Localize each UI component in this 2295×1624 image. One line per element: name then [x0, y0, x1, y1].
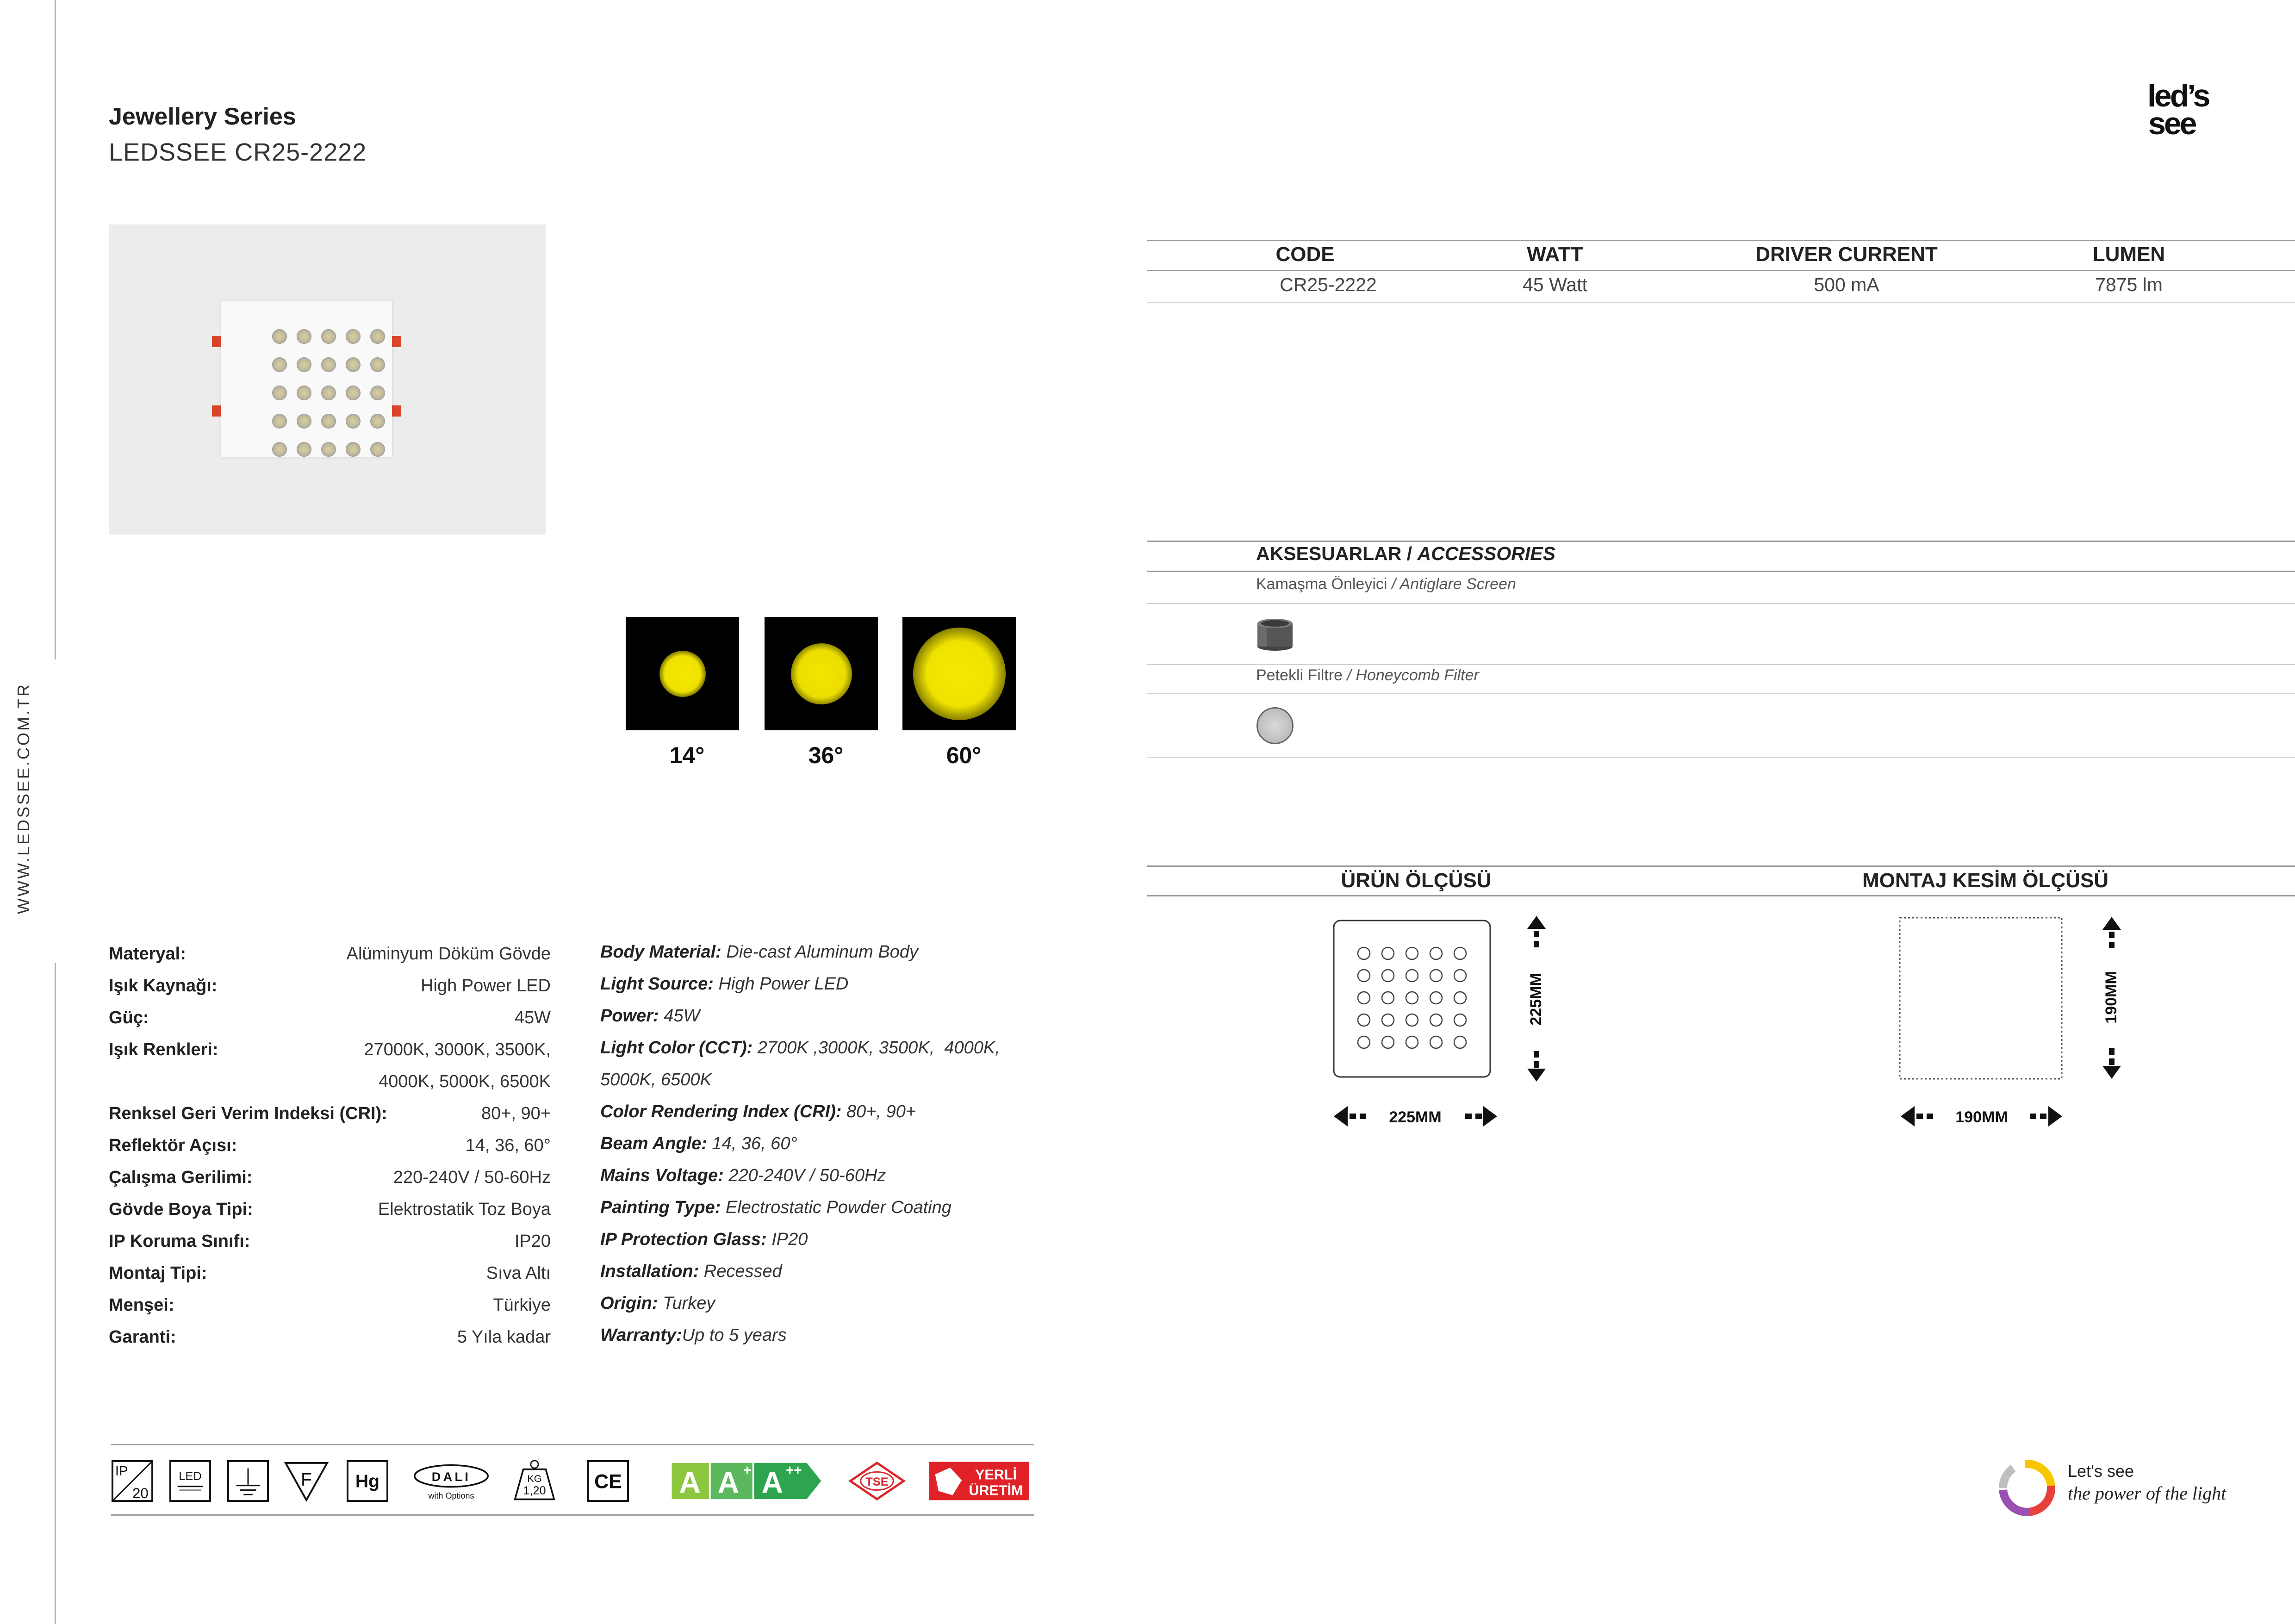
spec-key-en: Light Source:	[600, 974, 714, 994]
spec-key-tr: Güç:	[109, 1008, 149, 1027]
spec-row-tr	[109, 1168, 551, 1195]
spec-row-tr	[109, 1295, 551, 1323]
spec-key-en: Painting Type:	[600, 1198, 721, 1217]
beam-spot	[791, 643, 852, 704]
mount-clip	[392, 405, 401, 417]
tse-label: TSE	[865, 1475, 889, 1488]
accessory-honeycomb-tr: Petekli Filtre	[1256, 666, 1343, 684]
table-header-watt: WATT	[1527, 243, 1583, 266]
spec-row-en	[600, 1230, 1017, 1250]
led-lens	[346, 414, 361, 429]
spec-key-tr: Menşei:	[109, 1295, 174, 1315]
yerli-uretim-icon	[924, 1460, 1035, 1502]
antiglare-cylinder-icon	[1256, 618, 1294, 651]
spec-value-tr: 5 Yıla kadar	[457, 1327, 551, 1347]
led-lens	[321, 442, 336, 457]
uretim-label: ÜRETİM	[969, 1482, 1023, 1499]
spec-key-en: Power:	[600, 1006, 659, 1026]
spec-key-tr: Işık Kaynağı:	[109, 976, 218, 996]
spec-key-tr: Materyal:	[109, 944, 186, 964]
spec-value-en: Recessed	[699, 1262, 782, 1281]
spec-key-tr: Çalışma Gerilimi:	[109, 1168, 253, 1187]
spec-row-en	[600, 1166, 1017, 1186]
yerli-label: YERLİ	[975, 1467, 1017, 1483]
table-top-rule	[1147, 240, 2295, 241]
led-lens	[321, 414, 336, 429]
led-lens	[272, 329, 287, 344]
svg-text:led’s: led’s	[2147, 80, 2209, 113]
led-lens	[346, 329, 361, 344]
accessories-row-rule	[1147, 603, 2295, 604]
spec-key-tr: IP Koruma Sınıfı:	[109, 1232, 250, 1251]
spec-row-tr	[109, 1104, 551, 1132]
led-lens	[297, 442, 311, 457]
spec-row-en	[600, 1038, 1017, 1058]
product-dimension-drawing	[1324, 914, 1564, 1132]
energy-plusplus-sup: ++	[786, 1462, 802, 1478]
led-lens	[346, 357, 361, 372]
beam-sample-14	[626, 617, 739, 730]
footer-tagline-1: Let's see	[2068, 1462, 2134, 1481]
fixture-body	[221, 301, 392, 457]
energy-class-a-plus: A	[717, 1466, 740, 1500]
beam-label-60: 60°	[946, 742, 982, 768]
spec-value-en: Electrostatic Powder Coating	[721, 1198, 952, 1217]
spec-key-tr: Renksel Geri Verim Indeksi (CRI):	[109, 1104, 387, 1123]
ip-rating: 20	[132, 1485, 149, 1502]
accessories-header-rule	[1147, 571, 2295, 572]
ip-label: IP	[115, 1463, 128, 1479]
led-label: LED	[179, 1470, 202, 1483]
product-width-label: 225MM	[1389, 1108, 1442, 1126]
accessory-antiglare-tr: Kamaşma Önleyici	[1256, 575, 1387, 593]
honeycomb-filter-icon	[1256, 707, 1294, 744]
spec-key-en: Body Material:	[600, 942, 721, 962]
spec-row-tr	[109, 1136, 551, 1164]
spec-row-en-continued	[600, 1070, 1017, 1090]
table-cell-watt: 45 Watt	[1523, 274, 1587, 295]
spec-row-en	[600, 974, 1017, 994]
spec-value-en: Die-cast Aluminum Body	[721, 942, 919, 962]
spec-row-tr-continued	[109, 1072, 551, 1100]
product-dimension-title: ÜRÜN ÖLÇÜSÜ	[1341, 869, 1492, 892]
spec-value-en: IP20	[766, 1230, 808, 1249]
beam-spot	[913, 628, 1006, 720]
spec-value-tr: 80+, 90+	[481, 1104, 551, 1123]
spec-key-en: IP Protection Glass:	[600, 1230, 767, 1249]
spec-key-en: Color Rendering Index (CRI):	[600, 1102, 842, 1121]
spec-value-tr: 45W	[514, 1008, 551, 1027]
cutout-dimension-drawing	[1897, 914, 2138, 1132]
left-rule-bottom	[55, 963, 56, 1624]
website-url[interactable]: WWW.LEDSSEE.COM.TR	[14, 682, 33, 914]
product-height-label: 225MM	[1527, 973, 1545, 1026]
energy-class-a-plusplus: A	[761, 1466, 784, 1500]
beam-sample-60	[902, 617, 1016, 730]
accessories-title	[1256, 543, 1555, 565]
spec-key-tr: Montaj Tipi:	[109, 1263, 207, 1283]
spec-value-tr: 27000K, 3000K, 3500K,	[364, 1040, 551, 1059]
accessories-row-rule	[1147, 664, 2295, 665]
brand-logo	[2147, 80, 2231, 143]
beam-label-36: 36°	[808, 742, 844, 768]
dali-icon	[407, 1460, 495, 1502]
table-header-driver-current: DRIVER CURRENT	[1755, 243, 1938, 266]
cutout-width-label: 190MM	[1955, 1108, 2008, 1126]
spec-value-en-continued: 5000K, 6500K	[600, 1070, 712, 1089]
spec-key-en: Warranty:	[600, 1325, 682, 1345]
table-cell-driver-current: 500 mA	[1814, 274, 1879, 295]
accessories-title-tr: AKSESUARLAR /	[1256, 543, 1412, 564]
dali-sub-label: with Options	[428, 1491, 474, 1500]
spec-row-tr	[109, 1263, 551, 1291]
led-lens	[321, 357, 336, 372]
kg-label: KG	[527, 1472, 542, 1484]
beam-spot	[659, 651, 706, 697]
mount-clip	[212, 336, 221, 347]
spec-row-tr	[109, 1232, 551, 1259]
spec-value-tr: Sıva Altı	[486, 1263, 551, 1283]
led-lens	[370, 414, 385, 429]
spec-key-en: Light Color (CCT):	[600, 1038, 753, 1058]
spec-value-tr: Elektrostatik Toz Boya	[378, 1200, 551, 1219]
led-array	[272, 329, 385, 457]
ground-icon	[227, 1460, 269, 1502]
dimensions-header-rule	[1147, 895, 2295, 896]
accessories-title-en: ACCESSORIES	[1417, 543, 1555, 564]
beam-sample-36	[765, 617, 878, 730]
product-photo	[109, 224, 546, 535]
spec-row-en	[600, 942, 1017, 962]
accessories-row-rule	[1147, 693, 2295, 694]
spec-value-tr: IP20	[514, 1232, 551, 1251]
svg-text:see: see	[2148, 106, 2195, 140]
spec-row-tr	[109, 1008, 551, 1036]
spec-key-en: Mains Voltage:	[600, 1166, 724, 1185]
spec-value-en: 14, 36, 60°	[707, 1134, 797, 1153]
led-lens	[346, 386, 361, 400]
led-icon	[169, 1460, 211, 1502]
led-lens	[321, 329, 336, 344]
table-header-rule	[1147, 270, 2295, 271]
mount-clip	[212, 405, 221, 417]
led-lens	[321, 386, 336, 400]
led-lens	[346, 442, 361, 457]
ip20-icon	[111, 1460, 154, 1502]
spec-value-en: Turkey	[658, 1294, 715, 1313]
led-lens	[297, 386, 311, 400]
spec-value-en: 45W	[659, 1006, 700, 1026]
accessory-antiglare-label	[1256, 575, 1516, 593]
led-lens	[297, 357, 311, 372]
spec-row-tr	[109, 976, 551, 1004]
left-rule-top	[55, 0, 56, 660]
accessory-honeycomb-label	[1256, 666, 1479, 684]
spec-row-tr	[109, 1327, 551, 1355]
energy-class-a: A	[679, 1466, 701, 1500]
spec-key-en: Beam Angle:	[600, 1134, 707, 1153]
cutout-height-label: 190MM	[2102, 971, 2120, 1024]
spec-value-tr-continued: 4000K, 5000K, 6500K	[379, 1072, 551, 1091]
table-bottom-rule	[1147, 302, 2295, 303]
accessory-antiglare-en: / Antiglare Screen	[1391, 575, 1516, 593]
spec-row-en	[600, 1325, 1017, 1345]
led-lens	[297, 329, 311, 344]
spec-row-tr	[109, 1200, 551, 1227]
dali-label: DALI	[431, 1470, 471, 1484]
spec-row-en	[600, 1198, 1017, 1218]
kg-value: 1,20	[523, 1484, 546, 1497]
led-lens	[297, 414, 311, 429]
model-code: LEDSSEE CR25-2222	[109, 138, 367, 166]
beam-label-14: 14°	[669, 742, 705, 768]
energy-plus-sup: +	[743, 1462, 752, 1478]
led-lens	[272, 442, 287, 457]
spec-row-en	[600, 1006, 1017, 1026]
cutout-dimension-title: MONTAJ KESİM ÖLÇÜSÜ	[1862, 869, 2109, 892]
led-lens	[370, 357, 385, 372]
spec-key-tr: Reflektör Açısı:	[109, 1136, 237, 1155]
weight-icon	[509, 1460, 560, 1502]
led-lens	[272, 357, 287, 372]
f-mark-icon	[283, 1460, 330, 1502]
spec-value-tr: Türkiye	[493, 1295, 551, 1315]
spec-value-en: 2700K ,3000K, 3500K, 4000K,	[753, 1038, 1000, 1058]
spec-value-tr: High Power LED	[421, 976, 551, 996]
accessory-honeycomb-en: / Honeycomb Filter	[1347, 666, 1479, 684]
led-lens	[370, 386, 385, 400]
tse-icon	[847, 1460, 907, 1502]
cert-top-rule	[111, 1444, 1034, 1445]
spec-value-en: High Power LED	[713, 974, 849, 994]
ce-label: CE	[594, 1470, 622, 1493]
spec-value-en: Up to 5 years	[682, 1325, 787, 1345]
series-title: Jewellery Series	[109, 103, 296, 130]
footer-tagline-2: the power of the light	[2068, 1483, 2227, 1504]
spec-value-en: 80+, 90+	[841, 1102, 916, 1121]
cert-bottom-rule	[111, 1514, 1034, 1516]
spec-row-en	[600, 1294, 1017, 1313]
led-lens	[370, 329, 385, 344]
spec-key-tr: Garanti:	[109, 1327, 176, 1347]
spec-key-tr: Gövde Boya Tipi:	[109, 1200, 253, 1219]
spec-value-tr: Alüminyum Döküm Gövde	[346, 944, 551, 964]
spec-row-tr	[109, 944, 551, 972]
accessories-bottom-rule	[1147, 757, 2295, 758]
hg-label: Hg	[355, 1471, 380, 1492]
spec-row-en	[600, 1134, 1017, 1154]
spec-row-en	[600, 1102, 1017, 1122]
accessories-top-rule	[1147, 541, 2295, 542]
table-header-code: CODE	[1275, 243, 1335, 266]
spec-value-tr: 14, 36, 60°	[465, 1136, 551, 1155]
spec-key-en: Installation:	[600, 1262, 699, 1281]
spec-value-en: 220-240V / 50-60Hz	[723, 1166, 886, 1185]
spec-row-tr	[109, 1040, 551, 1068]
table-cell-code: CR25-2222	[1280, 274, 1377, 295]
ce-icon	[587, 1460, 629, 1502]
dimensions-top-rule	[1147, 865, 2295, 867]
brand-ring-icon	[1996, 1457, 2059, 1519]
table-header-lumen: LUMEN	[2092, 243, 2165, 266]
hg-free-icon	[346, 1460, 389, 1502]
spec-value-tr: 220-240V / 50-60Hz	[393, 1168, 551, 1187]
table-cell-lumen: 7875 lm	[2095, 274, 2163, 295]
led-lens	[370, 442, 385, 457]
led-lens	[272, 386, 287, 400]
spec-row-en	[600, 1262, 1017, 1282]
mount-clip	[392, 336, 401, 347]
energy-class-icon	[670, 1460, 823, 1502]
led-lens	[272, 414, 287, 429]
spec-key-en: Origin:	[600, 1294, 658, 1313]
f-label: F	[301, 1469, 312, 1490]
spec-key-tr: Işık Renkleri:	[109, 1040, 218, 1059]
